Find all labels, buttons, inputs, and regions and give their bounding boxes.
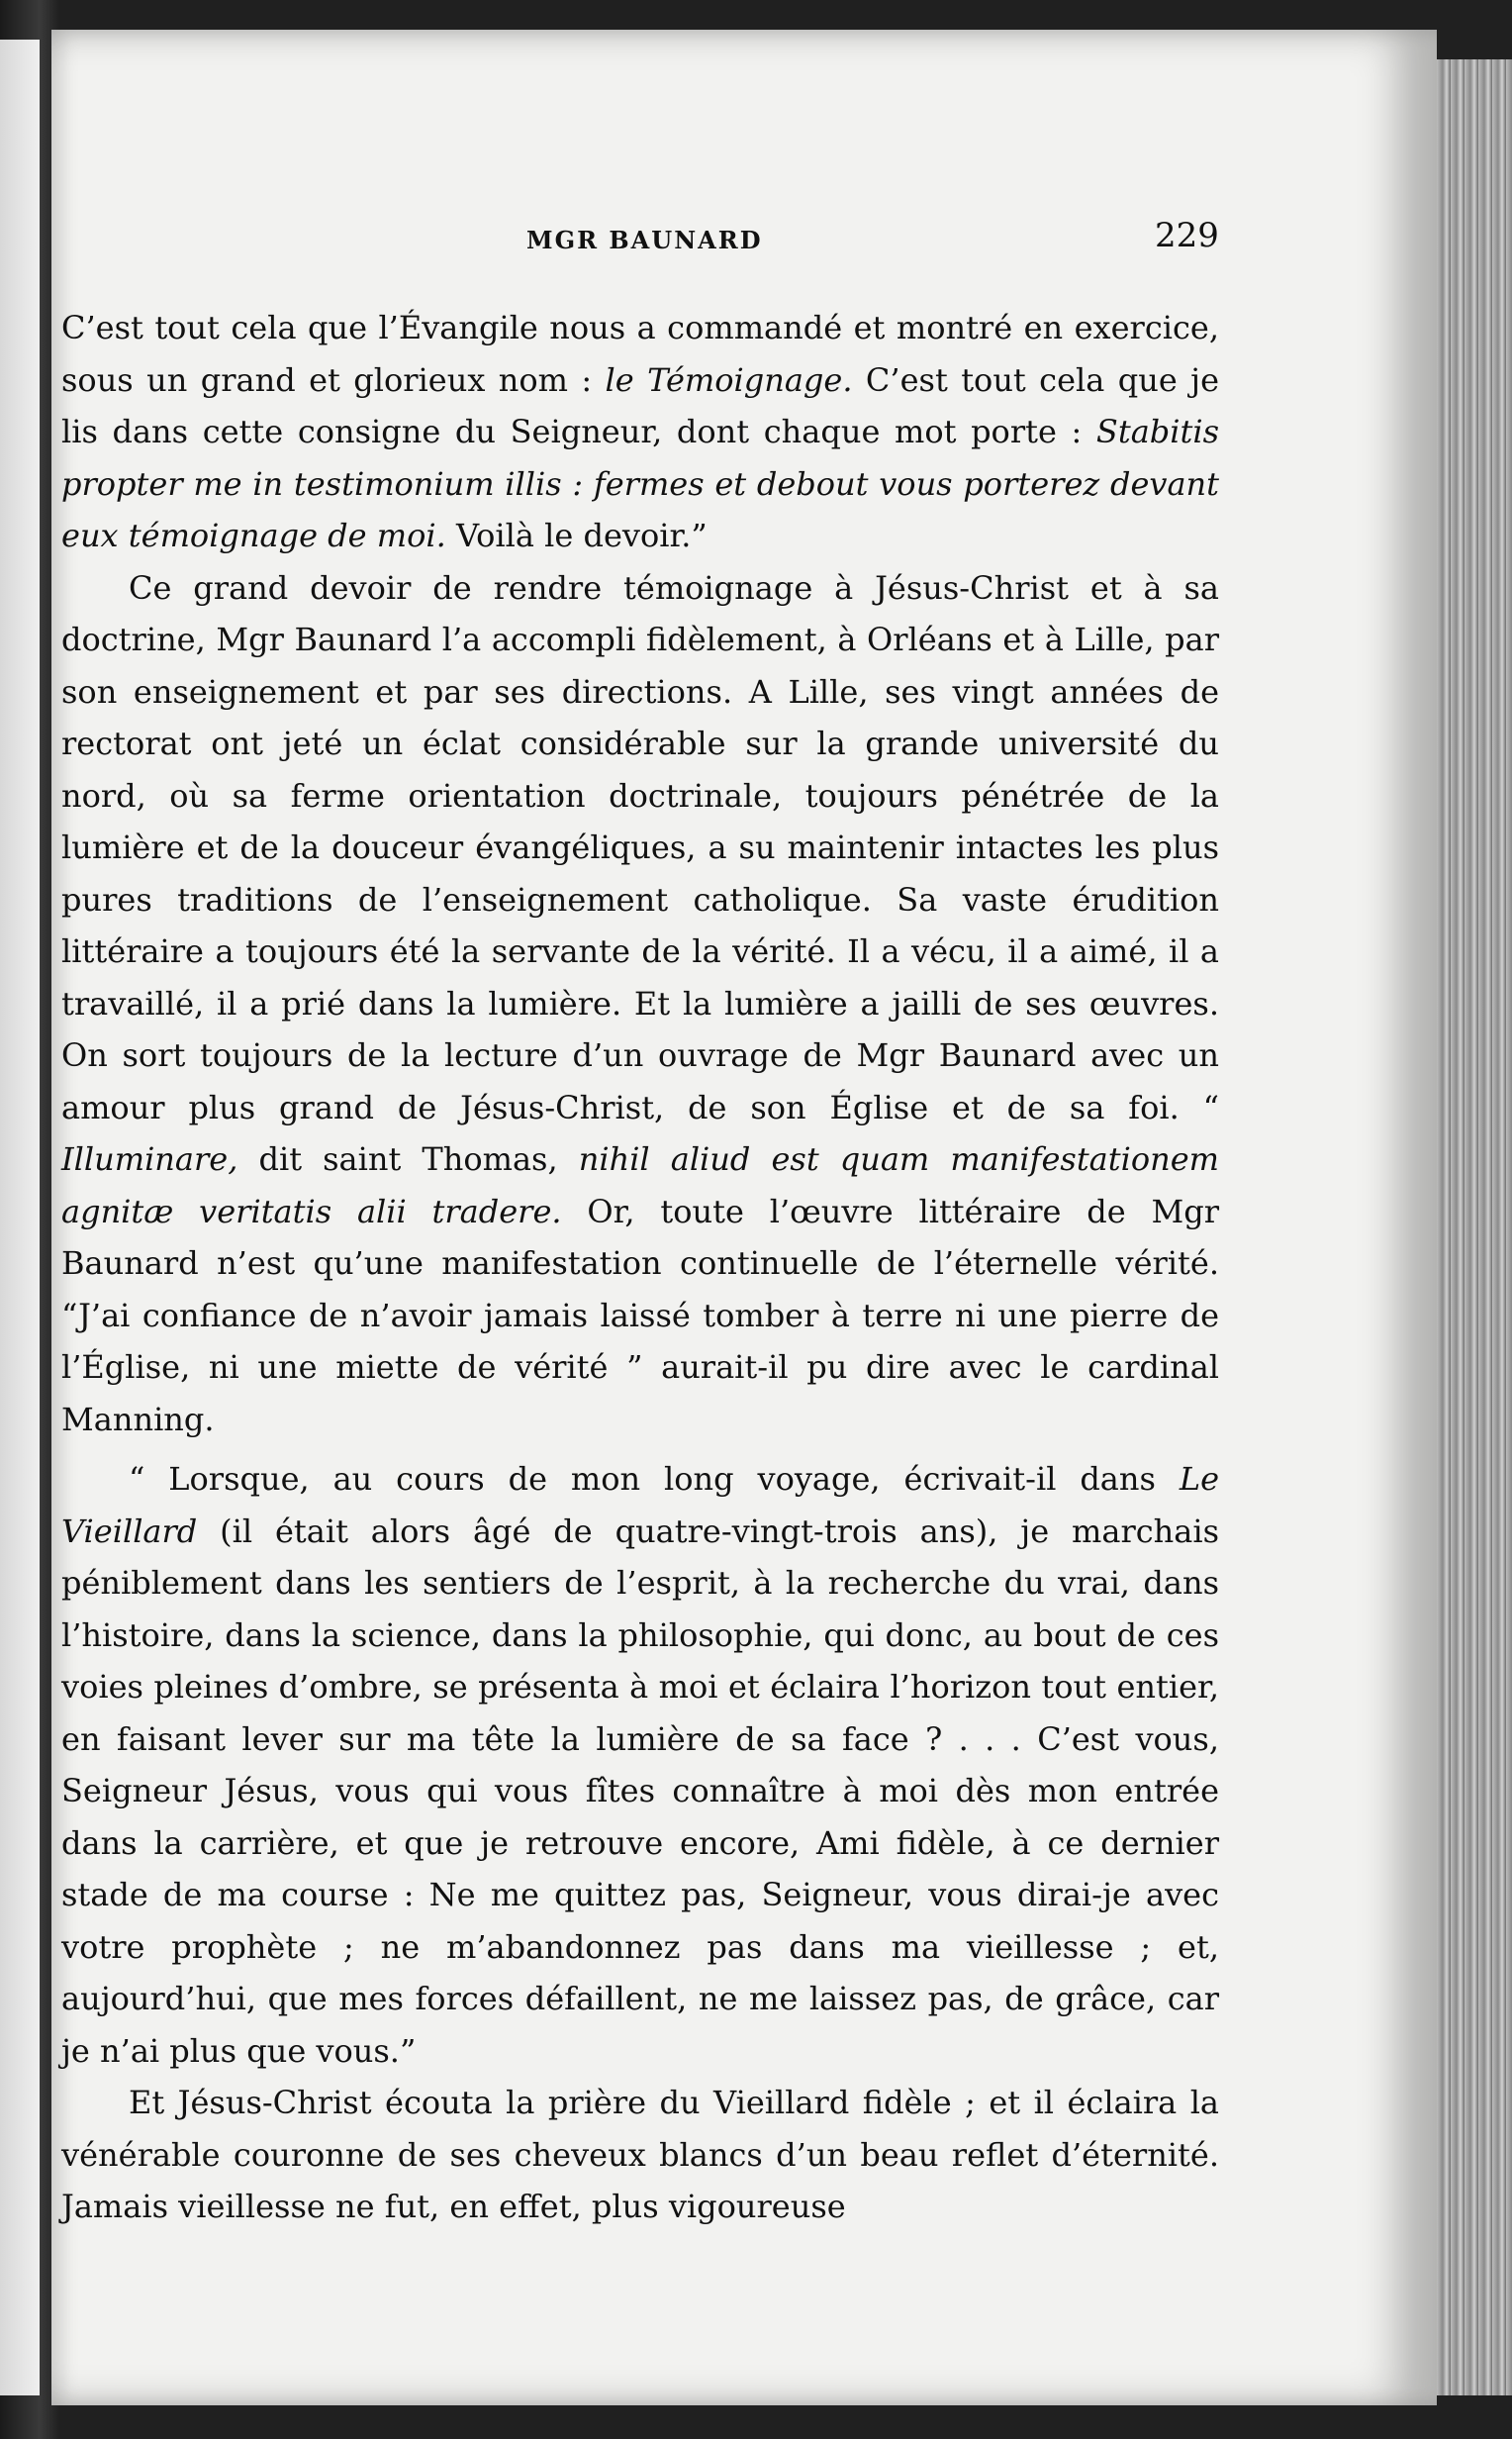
italic-run: Illuminare, [61,1140,238,1178]
page-header [51,216,1437,265]
page-stack-edge [1437,59,1512,2395]
text-run: “ Lorsque, au cours de mon long voyage, écrivait-il dans [129,1460,1180,1498]
italic-run: nihil aliud est quam manifestationem agnitæ veritatis alii tradere. [61,1140,1220,1230]
italic-run: Stabitis propter me in testimonium illis : fermes et debout vous porterez devant eux témoignage de moi. [61,413,1219,554]
facing-page-edge [0,40,40,2395]
text-run: dit saint Thomas, [237,1140,579,1178]
book-page [51,30,1437,2405]
text-run: C’est tout cela que l’Évangile nous a commandé et montré en exercice, sous un grand et glorieux nom : [61,309,1219,399]
running-title: MGR BAUNARD [526,226,763,254]
paragraph-1 [61,302,1219,562]
text-run: Or, toute l’œuvre littéraire de Mgr Baunard n’est qu’une manifestation continuelle de l’éternelle vérité. “J’ai confiance de n’avoir jamais laissé tomber à terre ni une pierre de l’Église, ni une miette de vérité ” aurait-il pu dire avec le cardinal Manning. [61,1192,1220,1438]
text-run: Ce grand devoir de rendre témoignage à Jésus-Christ et à sa doctrine, Mgr Baunard l’a accompli fidèlement, à Orléans et à Lille, par son enseignement et par ses directions. A Lille, ses vingt années de rectorat ont jeté un éclat considérable sur la grande université du nord, où sa ferme orientation doctrinale, toujours pénétrée de la lumière et de la douceur évangéliques, a su maintenir intactes les plus pures traditions de l’enseignement catholique. Sa vaste érudition littéraire a toujours été la servante de la vérité. Il a vécu, il a aimé, il a travaillé, il a prié dans la lumière. Et la lumière a jailli de ses œuvres. On sort toujours de la lecture d’un ouvrage de Mgr Baunard avec un amour plus grand de Jésus-Christ, de son Église et de sa foi. “ [61,568,1219,1126]
paragraph-4 [61,2077,1219,2233]
body-text [61,302,1219,2233]
page-number: 229 [1155,216,1219,255]
text-run: C’est tout cela que je lis dans cette consigne du Seigneur, dont chaque mot porte : [61,360,1220,450]
italic-run: Le Vieillard [61,1460,1219,1550]
text-run: Voilà le devoir.” [445,517,708,554]
paragraph-2 [61,562,1219,1446]
italic-run: le Témoignage. [605,360,853,399]
paragraph-3 [61,1453,1219,2077]
text-run: Et Jésus-Christ écouta la prière du Vieillard fidèle ; et il éclaira la vénérable couronne de ses cheveux blancs d’un beau reflet d’éternité. Jamais vieillesse ne fut, en effet, plus vigoureuse [61,2084,1219,2225]
text-run: (il était alors âgé de quatre-vingt-trois ans), je marchais péniblement dans les sentiers de l’esprit, à la recherche du vrai, dans l’histoire, dans la science, dans la philosophie, qui donc, au bout de ces voies pleines d’ombre, se présenta à moi et éclaira l’horizon tout entier, en faisant lever sur ma tête la lumière de sa face ? . . . C’est vous, Seigneur Jésus, vous qui vous fîtes connaître à moi dès mon entrée dans la carrière, et que je retrouve encore, Ami fidèle, à ce dernier stade de ma course : Ne me quittez pas, Seigneur, vous dirai-je avec votre prophète ; ne m’abandonnez pas dans ma vieillesse ; et, aujourd’hui, que mes forces défaillent, ne me laissez pas, de grâce, car je n’ai plus que vous.” [61,1512,1219,2070]
